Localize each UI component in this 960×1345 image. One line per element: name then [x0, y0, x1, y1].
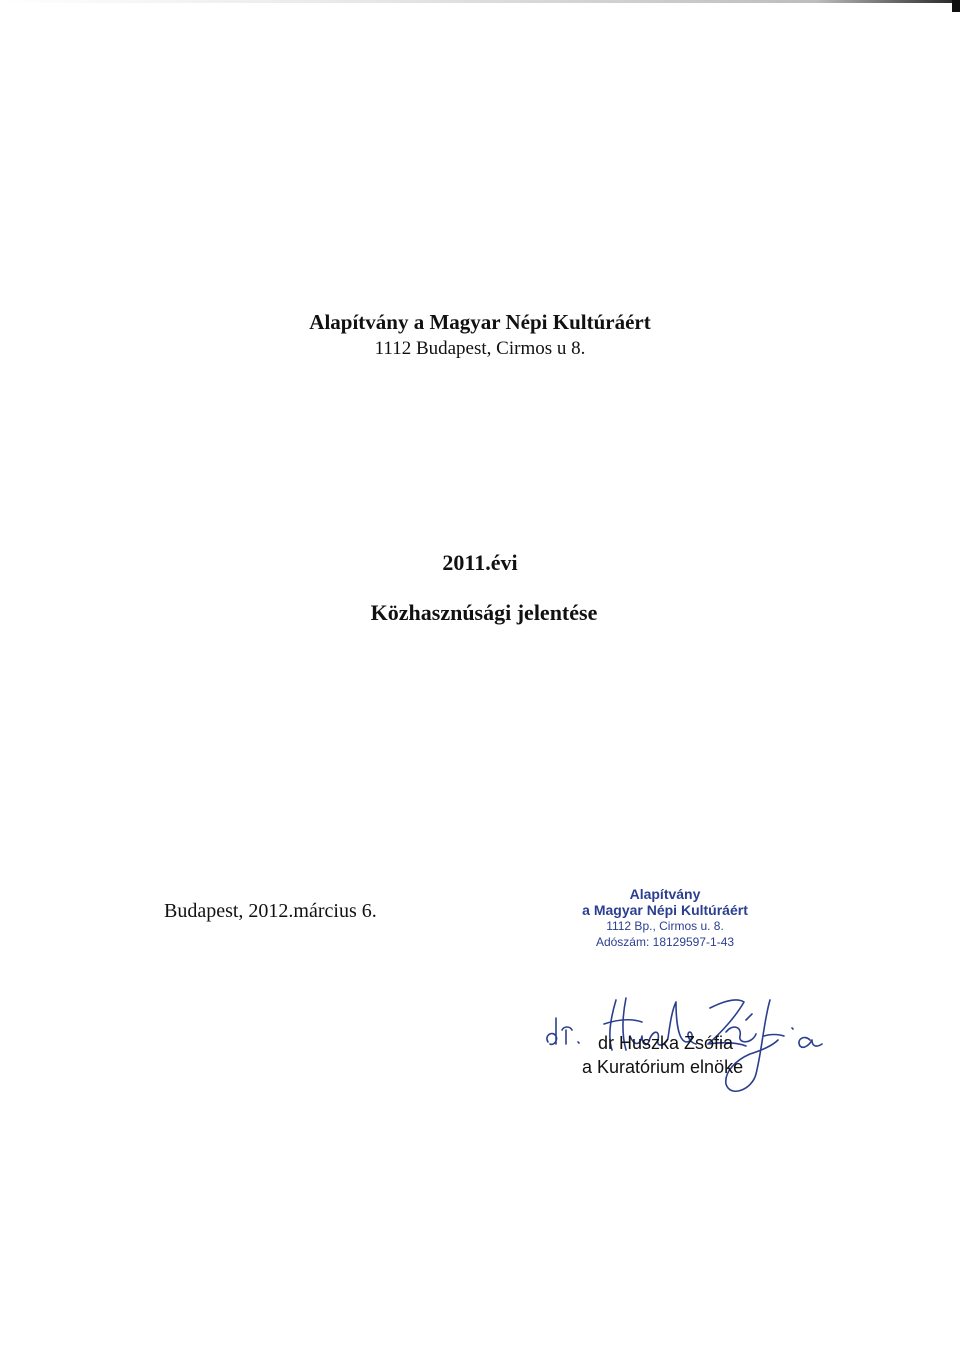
signer-name: dr Huszka Zsófia	[598, 1033, 734, 1053]
signer-role: a Kuratórium elnöke	[582, 1057, 744, 1077]
stamp-line-4: Adószám: 18129597-1-43	[595, 935, 735, 949]
organization-name: Alapítvány a Magyar Népi Kultúráért	[309, 310, 651, 334]
organization-address: 1112 Budapest, Cirmos u 8.	[374, 338, 586, 359]
place-and-date: Budapest, 2012.március 6.	[164, 900, 377, 922]
report-year: 2011.évi	[442, 550, 518, 575]
organization-header	[0, 308, 960, 361]
stamp-line-1: Alapítvány	[629, 886, 701, 902]
stamp-line-2: a Magyar Népi Kultúráért	[582, 902, 748, 918]
scan-edge	[0, 0, 960, 3]
scan-corner-mark	[952, 0, 960, 12]
report-title: Közhasznúsági jelentése	[370, 600, 598, 625]
organization-stamp	[560, 886, 770, 950]
stamp-line-3: 1112 Bp., Cirmos u. 8.	[606, 919, 724, 933]
